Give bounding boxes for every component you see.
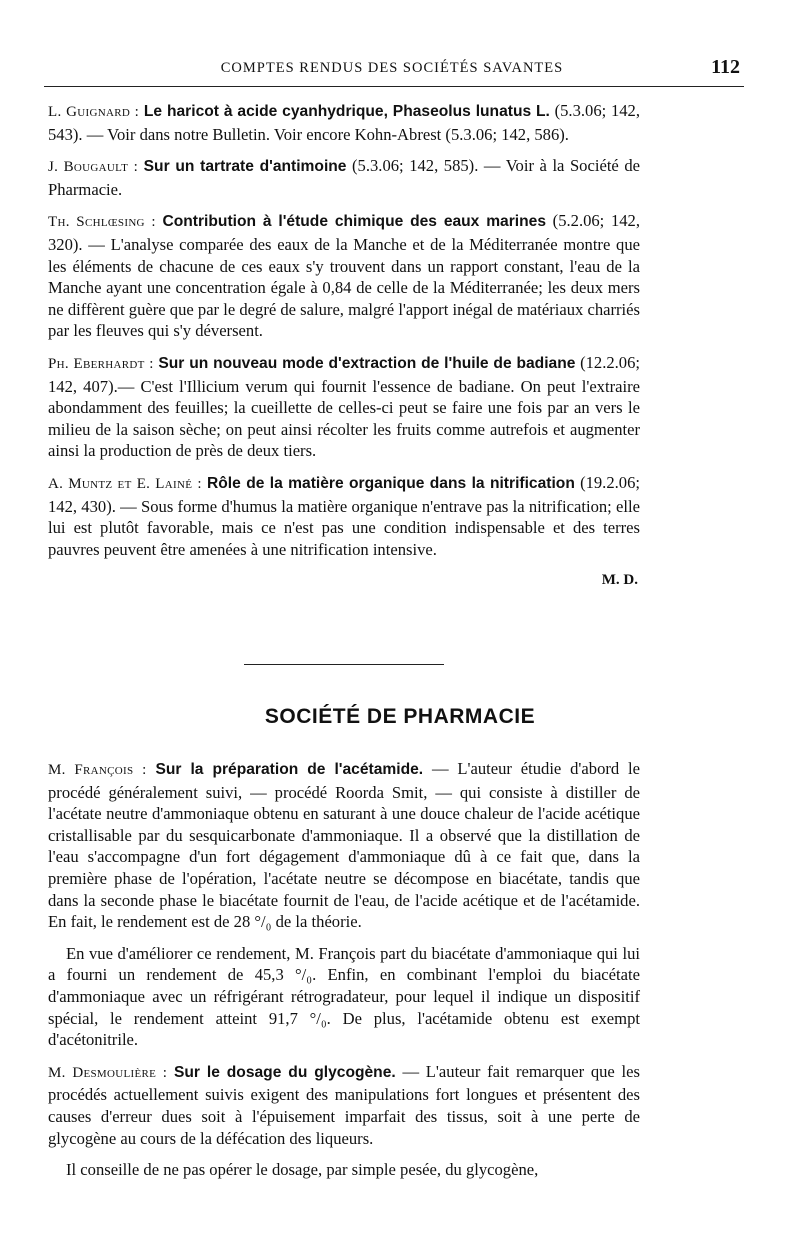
entry-body: (5.3.06; 142, 543). — Voir dans notre Bulletin. Voir encore Kohn-Abrest (5.3.06; 142, 586). [48, 101, 640, 144]
page-header [44, 56, 740, 84]
entry-desmouliere [48, 1061, 640, 1149]
entry-body: — L'auteur étudie d'abord le procédé généralement suivi, — procédé Roorda Smit, — qui consiste à distiller de l'acétate neutre d'ammoniaque obtenu en saturant à une douce chaleur de l'acide acétique cristallisable par du sesquicarbonate d'ammoniaque. Il a observé que la distillation de l'eau s'accompagne d'un fort dégagement d'ammoniaque dû à ce fait que, dans la première phase de l'opération, l'acétate neutre se décompose en biacétate, tandis que dans la seconde phase le biacétate fournit de l'eau, de l'acide acétique et de l'acétamide. En fait, le rendement est de 28 °/₀ de la théorie. [48, 759, 640, 932]
entry-author: L. Guignard : [48, 104, 140, 120]
entry-francois [48, 758, 640, 933]
entry-author: M. François : [48, 762, 147, 778]
entry-body: — L'auteur fait remarquer que les procédés actuellement suivis exigent des manipulations fort longues et présentent des causes d'erreur dues soit à l'épuisement imparfait des tissus, soit à une perte de glycogène au cours de la défécation des liqueurs. [48, 1061, 640, 1148]
signature: M. D. [601, 572, 638, 589]
entry-eberhardt [48, 352, 640, 462]
page-number: 112 [711, 56, 740, 78]
entry-author: Ph. Eberhardt : [48, 355, 154, 372]
entry-title: Contribution à l'étude chimique des eaux marines [162, 213, 547, 231]
entry-bougault [48, 155, 640, 200]
entry-title: Le haricot à acide cyanhydrique, Phaseolus lunatus L. [143, 103, 550, 120]
header-rule [44, 86, 744, 87]
entry-body: (12.2.06; 142, 407).— C'est l'Illicium verum qui fournit l'essence de badiane. On peut l'extraire abondamment des feuilles; la cueillette de celles-ci peut se faire une fois par an vers le milieu de la saison sèche; on peut ainsi récolter les fruits comme autrefois et augmenter ainsi la production de près de deux tiers. [48, 352, 640, 461]
entry-guignard [48, 100, 640, 145]
entry-author: J. Bougault : [48, 159, 139, 176]
section-title: SOCIÉTÉ DE PHARMACIE [264, 705, 536, 728]
entry-desmouliere-continued: Il conseille de ne pas opérer le dosage, par simple pesée, du glycogène, [66, 1160, 539, 1180]
entry-author: A. Muntz et E. Lainé : [48, 475, 202, 492]
section-separator [244, 664, 444, 665]
running-head: COMPTES RENDUS DES SOCIÉTÉS SAVANTES [220, 60, 564, 76]
entry-body: (19.2.06; 142, 430). — Sous forme d'humus la matière organique n'entrave pas la nitrification; elle lui est plutôt favorable, mais ce n'est pas une condition indispensable et des terres pauvres peuvent être amenées à une nitrification intensive. [48, 472, 640, 559]
entry-title: Rôle de la matière organique dans la nitrification [207, 474, 575, 492]
entry-francois-continued: En vue d'améliorer ce rendement, M. François part du biacétate d'ammoniaque qui lui a fourni un rendement de 45,3 °/₀. Enfin, en combinant l'emploi du biacétate d'ammoniaque avec un réfrigérant rétrogradateur, pour lequel il indique un dispositif spécial, le rendement atteint 91,7 °/₀. De plus, l'acétamide obtenu est exempt d'acétonitrile. [48, 943, 640, 1050]
entry-title: Sur un nouveau mode d'extraction de l'huile de badiane [158, 354, 576, 372]
entry-title: Sur la préparation de l'acétamide. [155, 761, 424, 778]
entry-body: (5.2.06; 142, 320). — L'analyse comparée des eaux de la Manche et de la Méditerranée montre que les éléments de chacune de ces eaux s'y trouvent dans un rapport constant, l'eau de la Manche ayant une concentration égale à 0,84 de celle de la Méditerranée; les deux mers ne diffèrent guère que par le degré de salure, malgré l'apport inégal de matériaux charriés par les fleuves qui s'y déversent. [48, 211, 640, 341]
entry-muntz-laine [48, 472, 640, 560]
entry-body: (5.3.06; 142, 585). — Voir à la Société de Pharmacie. [48, 156, 640, 199]
entry-author: M. Desmoulière : [48, 1064, 168, 1081]
pharmacie-reports [48, 758, 640, 1191]
entry-author: Th. Schlœsing : [48, 214, 156, 231]
entry-title: Sur un tartrate d'antimoine [143, 158, 347, 176]
academie-reports [48, 100, 640, 592]
entry-schloesing [48, 210, 640, 342]
entry-title: Sur le dosage du glycogène. [173, 1063, 396, 1081]
